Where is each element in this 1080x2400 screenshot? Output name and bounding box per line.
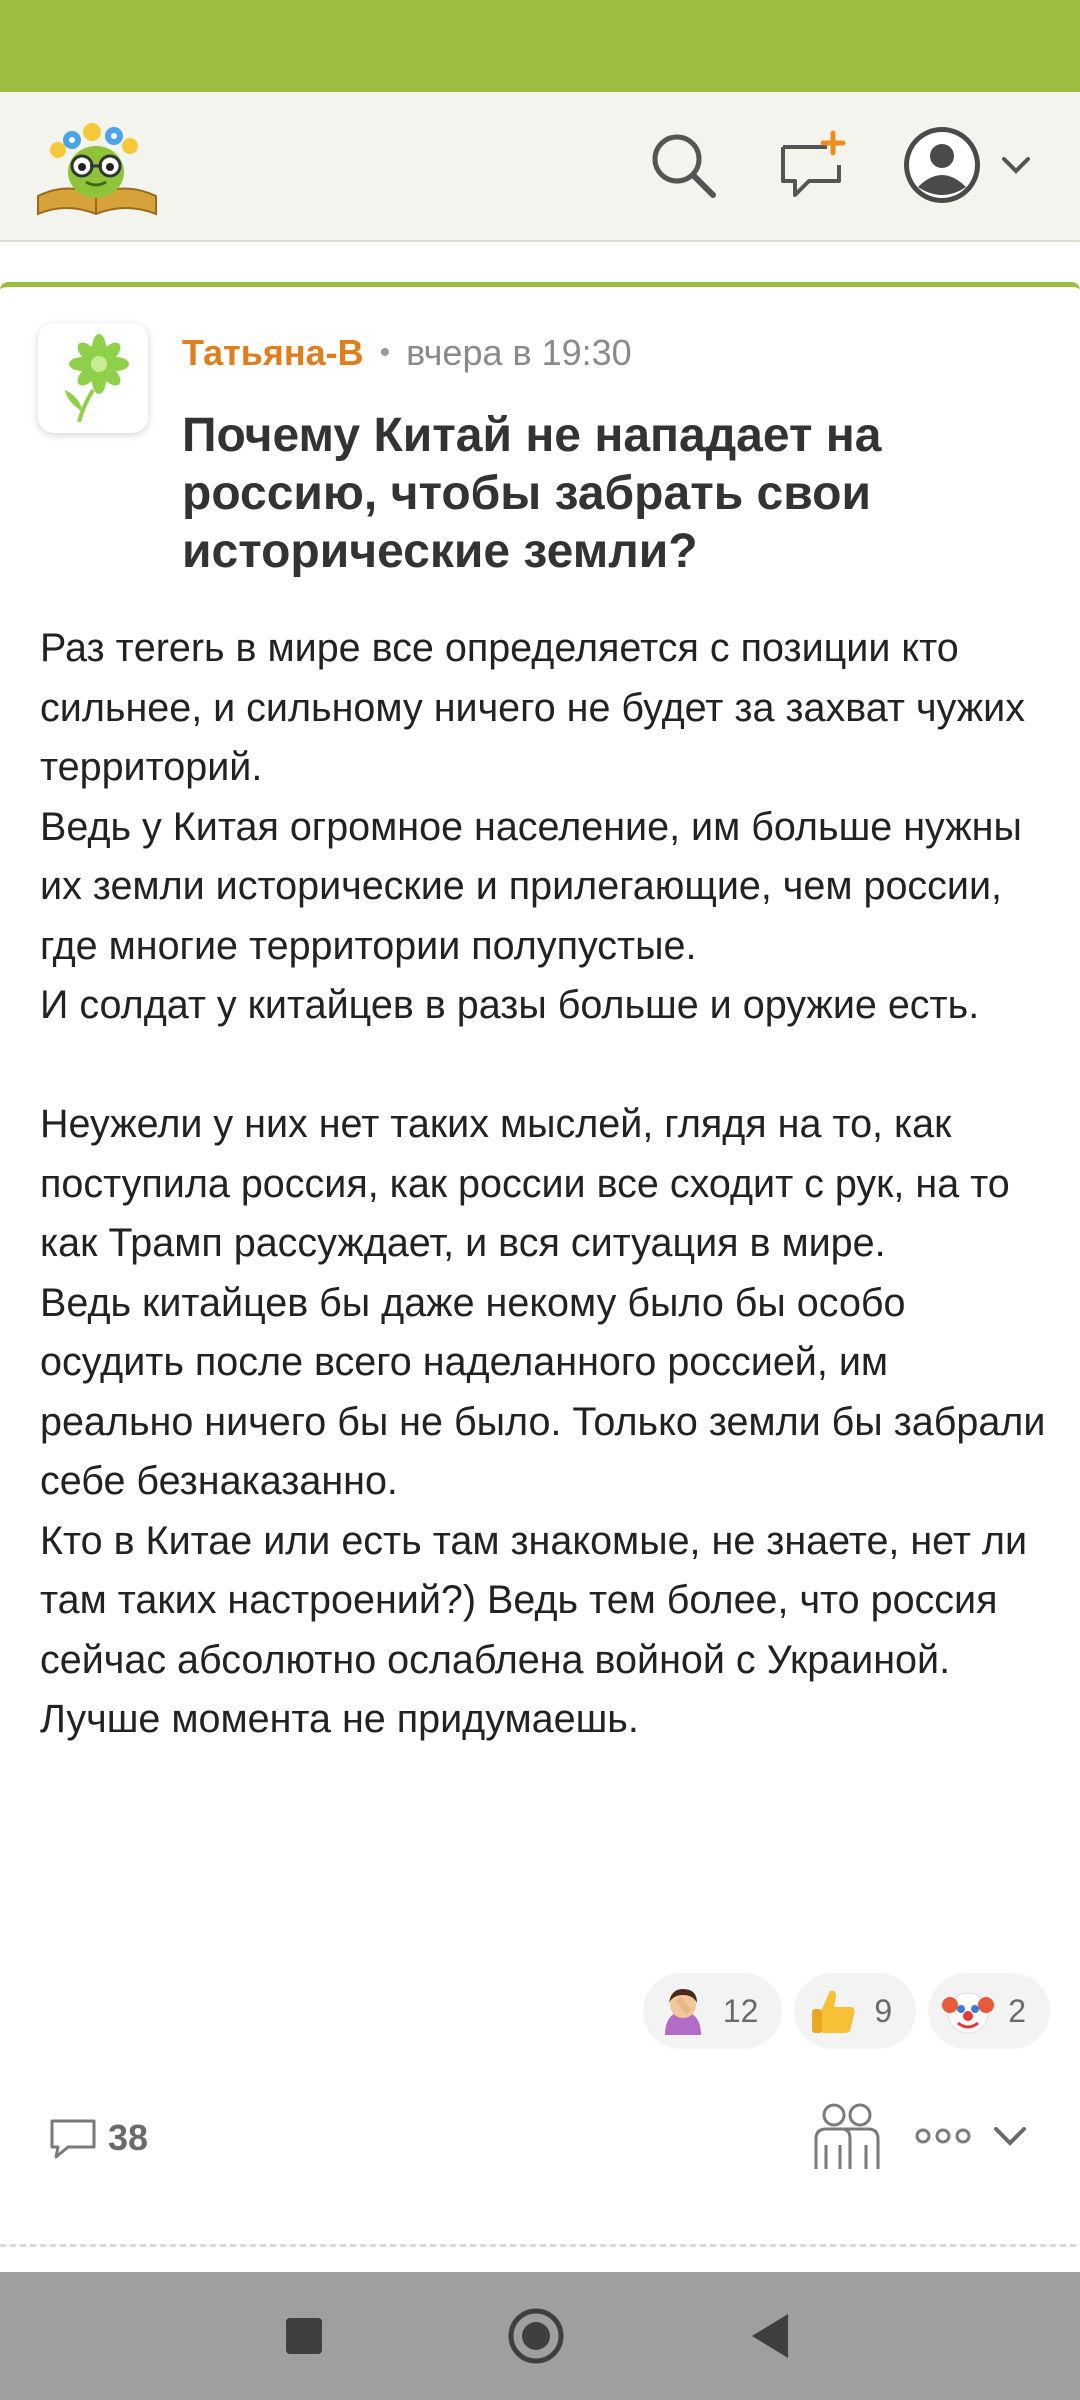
author-avatar[interactable] bbox=[38, 323, 148, 433]
meta-separator: • bbox=[379, 336, 391, 369]
reaction-count: 9 bbox=[874, 1992, 893, 2029]
reaction-clown[interactable] bbox=[928, 1973, 1050, 2049]
back-icon bbox=[748, 2312, 792, 2360]
ask-question-button[interactable] bbox=[770, 122, 856, 208]
body-paragraph: Кто в Китае или есть там знакомые, не знаете, нет ли там таких настроений?) Ведь тем более, что россия сейчас абсолютно ослаблена войной с Украиной. Лучше момента не придумаешь. bbox=[40, 1518, 1028, 1741]
more-options-icon[interactable] bbox=[914, 2121, 972, 2151]
facepalm-emoji-icon bbox=[657, 1985, 709, 2037]
paragraph-gap bbox=[40, 1036, 1050, 1096]
reaction-count: 2 bbox=[1008, 1992, 1026, 2029]
author-name[interactable]: Татьяна-В bbox=[182, 332, 364, 373]
body-paragraph: И солдат у китайцев в разы больше и оружие есть. bbox=[40, 983, 980, 1027]
reaction-count: 12 bbox=[722, 1992, 759, 2029]
post-title: Почему Китай не нападает на россию, чтобы забрать свои исторические земли? bbox=[182, 409, 882, 578]
post-body bbox=[40, 619, 1050, 1750]
post-footer bbox=[0, 2071, 1080, 2221]
reaction-thumbs-up[interactable] bbox=[794, 1973, 916, 2049]
home-button[interactable] bbox=[506, 2306, 566, 2366]
back-button[interactable] bbox=[740, 2306, 800, 2366]
reactions-bar bbox=[643, 1973, 1050, 2049]
search-button[interactable] bbox=[640, 122, 726, 208]
comment-icon bbox=[48, 2115, 98, 2161]
reaction-facepalm[interactable] bbox=[643, 1973, 783, 2049]
body-paragraph: Неужели у них нет таких мыслей, глядя на то, как поступила россия, как россии все сходит с рук, на то как Трамп рассуждает, и вся ситуация в мире. bbox=[40, 1102, 1010, 1265]
chevron-down-icon bbox=[996, 145, 1036, 185]
body-paragraph: Ведь китайцев бы даже некому было бы особо осудить после всего наделанного россией, им реально ничего бы не было. Только земли бы забрали себе безнаказанно. bbox=[40, 1280, 1046, 1503]
divider bbox=[0, 2244, 1080, 2247]
flower-avatar-icon bbox=[53, 330, 133, 426]
profile-menu-button[interactable] bbox=[894, 122, 1044, 208]
status-bar bbox=[0, 0, 1080, 92]
logo-icon[interactable] bbox=[32, 110, 162, 222]
recent-apps-icon bbox=[284, 2316, 324, 2356]
clown-emoji-icon bbox=[942, 1985, 994, 2037]
body-paragraph: Ведь у Китая огромное население, им больше нужны их земли исторические и прилегающие, чем россии, где многие территории полупустые. bbox=[40, 804, 1022, 968]
app-header bbox=[0, 92, 1080, 242]
recent-apps-button[interactable] bbox=[274, 2306, 334, 2366]
group-icon[interactable] bbox=[808, 2099, 884, 2175]
search-icon bbox=[647, 129, 719, 201]
chevron-down-icon[interactable] bbox=[990, 2115, 1030, 2155]
user-avatar-icon bbox=[902, 125, 982, 205]
comments-count: 38 bbox=[108, 2117, 149, 2158]
post-meta bbox=[182, 327, 632, 379]
post-time: вчера в 19:30 bbox=[406, 332, 632, 373]
post-card bbox=[0, 282, 1080, 2251]
comments-button[interactable] bbox=[48, 2115, 148, 2161]
system-nav-bar bbox=[0, 2272, 1080, 2400]
ask-question-icon bbox=[777, 129, 849, 201]
body-paragraph: Раз тererь в мире все определяется с позиции кто сильнее, и сильному ничего не будет за захват чужих территорий. bbox=[40, 626, 1025, 789]
thumbs-up-emoji-icon bbox=[808, 1985, 860, 2037]
home-icon bbox=[507, 2307, 565, 2365]
